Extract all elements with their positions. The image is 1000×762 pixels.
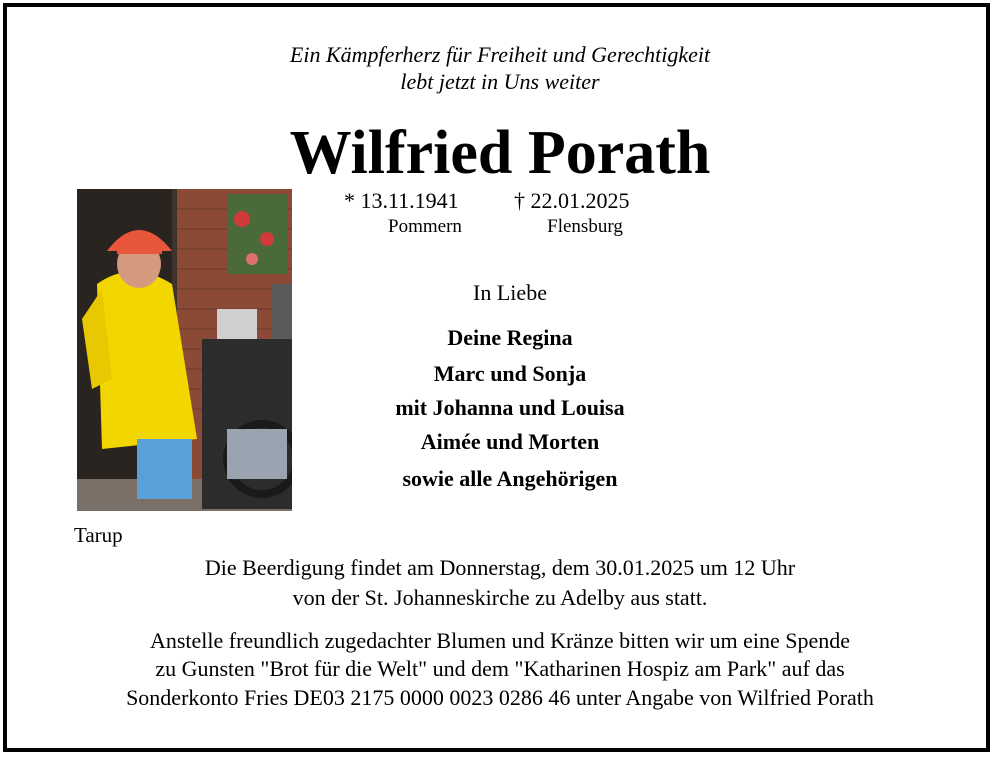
motto-line-1: Ein Kämpferherz für Freiheit und Gerechtigkeit xyxy=(289,42,711,67)
mourner-line: mit Johanna und Louisa xyxy=(395,395,625,420)
deceased-name: Wilfried Porath xyxy=(289,119,711,187)
donation-line-3: Sonderkonto Fries DE03 2175 0000 0023 0286 46 unter Angabe von Wilfried Porath xyxy=(126,685,874,710)
donation-line-1: Anstelle freundlich zugedachter Blumen und Kränze bitten wir um eine Spende xyxy=(149,628,851,653)
birth-date: * 13.11.1941 xyxy=(344,188,459,213)
portrait-photo-icon xyxy=(77,189,292,511)
death-place: Flensburg xyxy=(547,216,623,237)
death-date: † 22.01.2025 xyxy=(514,188,630,213)
location-label: Tarup xyxy=(74,523,123,547)
birth-place: Pommern xyxy=(388,216,462,237)
mourner-line: Aimée und Morten xyxy=(420,429,600,454)
portrait-photo xyxy=(77,189,292,511)
mourner-line: Marc und Sonja xyxy=(433,361,587,386)
funeral-line-1: Die Beerdigung findet am Donnerstag, dem 30.01.2025 um 12 Uhr xyxy=(204,555,796,580)
motto-line-2: lebt jetzt in Uns weiter xyxy=(400,69,600,94)
mourner-line: Deine Regina xyxy=(447,325,573,350)
funeral-line-2: von der St. Johanneskirche zu Adelby aus statt. xyxy=(292,585,708,610)
mourner-line: sowie alle Angehörigen xyxy=(402,466,618,491)
in-love-label: In Liebe xyxy=(473,280,547,305)
donation-line-2: zu Gunsten "Brot für die Welt" und dem "Katharinen Hospiz am Park" auf das xyxy=(155,656,845,681)
